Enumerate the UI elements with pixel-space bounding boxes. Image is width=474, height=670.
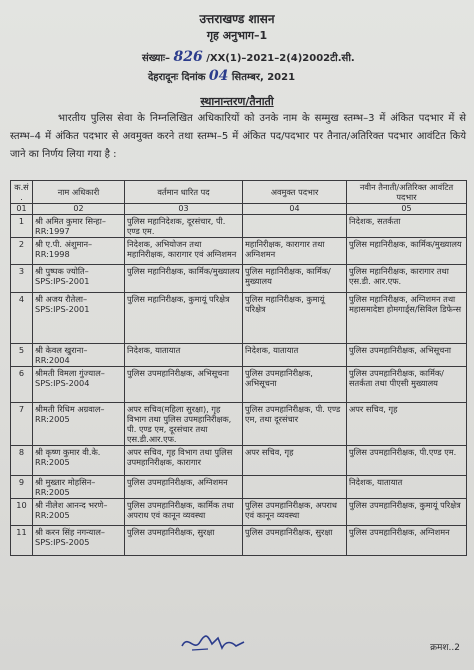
ref-prefix: संख्याः– [142,53,171,64]
order-paragraph: भारतीय पुलिस सेवा के निम्नलिखित अधिकारियों को उनके नाम के सम्मुख स्तम्भ–3 में अंकित पदभार में से स्तम्भ–4 में अंकित पदभार से अवमुक्त करने तथा स्तम्भ–5 में अंकित पद/पदभार पर तैनात/अतिरिक्त पदभार आवंटित किये जाने का निर्णय लिया गया है : [10,113,466,160]
signature-scribble-icon [178,630,248,656]
cell-relieved-post: अपर सचिव, गृह [243,446,347,476]
cell-new-posting: पुलिस उपमहानिरीक्षक, अभिसूचना [347,344,467,367]
cell-current-post: अपर सचिव, गृह विभाग तथा पुलिस उपमहानिरीक्षक, कारागार [125,446,243,476]
cell-sn: 8 [11,446,33,476]
cell-sn: 3 [11,265,33,293]
cell-relieved-post: पुलिस उपमहानिरीक्षक, अपराध एवं कानून व्यवस्था [243,499,347,526]
cell-current-post: पुलिस महानिदेशक, दूरसंचार, पी. एण्ड एम. [125,215,243,238]
cell-sn: 1 [11,215,33,238]
cell-current-post: निदेशक, अभियोजन तथा महानिरीक्षक, कारागार एवं अग्निशमन [125,238,243,265]
cell-officer-name: श्री ए.पी. अंशुमान– RR:1998 [33,238,125,265]
cell-sn: 11 [11,526,33,556]
column-number-row [11,204,467,215]
date-prefix: देहरादूनः दिनांक [148,72,206,83]
cell-relieved-post [243,476,347,499]
cell-sn: 10 [11,499,33,526]
col-number: 02 [33,204,125,215]
cell-officer-name: श्री करन सिंह नगन्याल– SPS:IPS-2005 [33,526,125,556]
cell-current-post: पुलिस महानिरीक्षक, कुमायूं परिक्षेत्र [125,293,243,344]
department-title: गृह अनुभाग–1 [206,29,268,42]
cell-new-posting: पुलिस उपमहानिरीक्षक, कार्मिक/सतर्कता तथा पीएसी मुख्यालय [347,367,467,403]
col-header-relieved: अवमुक्त पदभार [243,181,347,204]
cell-current-post: पुलिस उपमहानिरीक्षक, अभिसूचना [125,367,243,403]
cell-officer-name: श्री अमित कुमार सिन्हा– RR:1997 [33,215,125,238]
continued-marker: क्रमश..2 [430,643,460,653]
date-suffix: सितम्बर, 2021 [231,72,296,83]
cell-current-post: निदेशक, यातायात [125,344,243,367]
table-row [11,476,467,499]
cell-officer-name: श्री कृष्ण कुमार वी.के. RR:2005 [33,446,125,476]
cell-relieved-post: निदेशक, यातायात [243,344,347,367]
cell-current-post: अपर सचिव(महिला सुरक्षा), गृह विभाग तथा पुलिस उपमहानिरीक्षक, पी. एण्ड एम, दूरसंचार तथा एस.डी.आर.एफ. [125,403,243,446]
cell-relieved-post: पुलिस महानिरीक्षक, कार्मिक/मुख्यालय [243,265,347,293]
col-number: 05 [347,204,467,215]
cell-current-post: पुलिस उपमहानिरीक्षक, कार्मिक तथा अपराध एवं कानून व्यवस्था [125,499,243,526]
cell-new-posting: पुलिस महानिरीक्षक, अग्निशमन तथा महासमादेष्टा होमगार्ड्स/सिविल डिफेन्स [347,293,467,344]
cell-relieved-post [243,215,347,238]
table-row [11,526,467,556]
col-number: 04 [243,204,347,215]
cell-sn: 5 [11,344,33,367]
transfer-table [10,180,467,556]
cell-relieved-post: महानिरीक्षक, कारागार तथा अग्निशमन [243,238,347,265]
cell-sn: 9 [11,476,33,499]
cell-new-posting: पुलिस उपमहानिरीक्षक, पी.एण्ड एम. [347,446,467,476]
cell-new-posting: पुलिस महानिरीक्षक, कारागार तथा एस.डी. आर.एफ. [347,265,467,293]
table-row [11,344,467,367]
reference-number [142,49,355,65]
cell-officer-name: श्री मुख्तार मोहसिन– RR:2005 [33,476,125,499]
table-body [11,215,467,556]
cell-sn: 4 [11,293,33,344]
col-header-current: वर्तमान धारित पद [125,181,243,204]
cell-sn: 7 [11,403,33,446]
cell-new-posting: पुलिस उपमहानिरीक्षक, अग्निशमन [347,526,467,556]
col-number: 01 [11,204,33,215]
cell-sn: 6 [11,367,33,403]
table-row [11,215,467,238]
col-header-name: नाम अधिकारी [33,181,125,204]
cell-new-posting: पुलिस महानिरीक्षक, कार्मिक/मुख्यालय [347,238,467,265]
date-handwritten-day: 04 [208,68,229,84]
table-row [11,403,467,446]
table-header-row [11,181,467,204]
cell-current-post: पुलिस उपमहानिरीक्षक, अग्निशमन [125,476,243,499]
cell-relieved-post: पुलिस उपमहानिरीक्षक, अभिसूचना [243,367,347,403]
signature [178,630,248,660]
table-row [11,265,467,293]
cell-relieved-post: पुलिस उपमहानिरीक्षक, सुरक्षा [243,526,347,556]
cell-officer-name: श्री पुष्पक ज्योति– SPS:IPS-2001 [33,265,125,293]
date-line [148,68,295,84]
ref-handwritten-number: 826 [173,49,203,65]
cell-current-post: पुलिस उपमहानिरीक्षक, सुरक्षा [125,526,243,556]
table-row [11,293,467,344]
cell-current-post: पुलिस महानिरीक्षक, कार्मिक/मुख्यालय [125,265,243,293]
cell-sn: 2 [11,238,33,265]
subject-heading: स्थानान्तरण/तैनाती [200,95,274,108]
cell-officer-name: श्री अजय रौतेला– SPS:IPS-2001 [33,293,125,344]
cell-new-posting: निदेशक, सतर्कता [347,215,467,238]
cell-officer-name: श्रीमती विमला गुंज्याल– SPS:IPS-2004 [33,367,125,403]
ref-suffix: /XX(1)–2021–2(4)2002टी.सी. [206,53,355,64]
col-number: 03 [125,204,243,215]
table-row [11,446,467,476]
table-row [11,499,467,526]
cell-new-posting: अपर सचिव, गृह [347,403,467,446]
col-header-sn: क.सं. [11,181,33,204]
table-row [11,238,467,265]
cell-officer-name: श्री नीलेश आनन्द भरणे– RR:2005 [33,499,125,526]
cell-relieved-post: पुलिस उपमहानिरीक्षक, पी. एण्ड एम, तथा दूरसंचार [243,403,347,446]
cell-new-posting: निदेशक, यातायात [347,476,467,499]
col-header-new: नवीन तैनाती/अतिरिक्त आवंटित पदभार [347,181,467,204]
government-title: उत्तराखण्ड शासन [199,12,275,26]
cell-new-posting: पुलिस उपमहानिरीक्षक, कुमायूं परिक्षेत्र [347,499,467,526]
table-row [11,367,467,403]
cell-officer-name: श्रीमती रिधिम अग्रवाल– RR:2005 [33,403,125,446]
cell-officer-name: श्री केवल खुराना– RR:2004 [33,344,125,367]
cell-relieved-post: पुलिस महानिरीक्षक, कुमायूं परिक्षेत्र [243,293,347,344]
